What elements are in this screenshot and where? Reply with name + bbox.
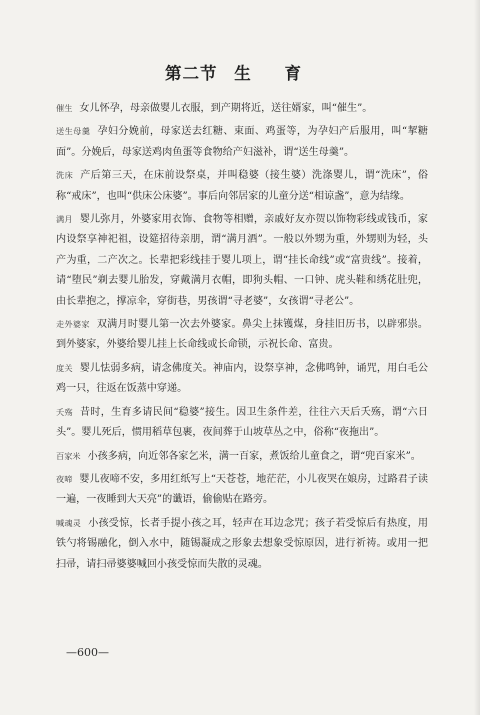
- entry-text: 双满月时婴儿第一次去外婆家。鼻尖上抹镬煤，身挂旧历书，以辟邪祟。到外婆家，外婆给婴儿挂上长命线或长命锁，示祝长命、富贵。: [56, 319, 428, 351]
- entry-song-sheng-mu-geng: [56, 121, 428, 163]
- page-edge-shadow: [474, 0, 480, 715]
- entry-text: 小孩受惊，长者手提小孩之耳，轻声在耳边念咒；孩子若受惊后有热度，用铁勺将锡融化，倒入水中，随锡凝成之形象去想象受惊原因，进行祈祷。或用一把扫帚，请扫帚婆婆喊回小孩受惊而失散的灵魂。: [56, 517, 428, 570]
- entry-term: 满月: [56, 214, 73, 225]
- entry-manyue: [56, 209, 428, 312]
- entry-text: 婴儿怯弱多病，请念佛度关。神庙内，设祭享神，念佛鸣钟，诵咒，用白毛公鸡一只，往返在饭蒸中穿递。: [56, 362, 428, 395]
- entry-text: 婴儿夜啼不安，多用红纸写上“天苍苍，地茫茫，小儿夜哭在娘房，过路君子读一遍，一夜睡到大天亮”的谶语，偷偷贴在路旁。: [56, 473, 428, 506]
- entry-text: 昔时，生育多请民间“稳婆”接生。因卫生条件差，往往六天后夭殇，谓“六日头”。婴儿死后，惯用稻草包裹，夜间葬于山坡草丛之中，俗称“夜拖出”。: [56, 406, 428, 439]
- entry-baijiami: [56, 446, 428, 467]
- entry-term: 送生母羹: [56, 126, 91, 137]
- entry-term: 度关: [56, 362, 73, 373]
- entry-term: 百家米: [56, 450, 81, 461]
- entry-term: 走外婆家: [56, 319, 90, 330]
- entry-duguan: [56, 358, 428, 400]
- entry-term: 洗床: [56, 170, 74, 181]
- section-title: [0, 60, 480, 84]
- entry-zou-waipo-jia: [56, 314, 428, 356]
- entry-text: 女儿怀孕，母亲做婴儿衣服，到产期将近，送往婿家，叫“催生”。: [79, 103, 373, 114]
- entry-text: 产后第三天，在床前设祭桌，并叫稳婆（接生婆）洗涤婴儿，谓“洗床”，俗称“戒床”，也叫“供床公床婆”。事后向邻居家的儿童分送“相谅盏”，意为结缘。: [56, 170, 428, 202]
- entry-text: 孕妇分娩前，母家送去红糖、束面、鸡蛋等，为孕妇产后服用，叫“挈糖面”。分娩后，母家送鸡肉鱼蛋等食物给产妇滋补，谓“送生母羹”。: [56, 126, 428, 158]
- entry-term: 催生: [56, 103, 73, 113]
- entry-term: 夜啼: [56, 473, 73, 484]
- page-number: —600—: [66, 646, 109, 659]
- entry-xichuang: [56, 165, 428, 207]
- entry-cuisheng: [56, 98, 428, 119]
- section-title-word: 生 育: [234, 64, 315, 83]
- entry-term: 喊魂灵: [56, 517, 82, 528]
- entry-text: 婴儿弥月，外婆家用衣饰、食物等相赠，亲戚好友亦贺以饰物彩线或钱币，家内设祭享神祀祖，设筵招待亲朋，谓“满月酒”。一般以外甥为重，外甥则为轻，头产为重，二产次之。长辈把彩线挂于婴儿项上，谓“挂长命线”或“富贵线”。接着，请“堕民”剃去婴儿胎发，穿戴满月衣帽，即狗头帽、一口钟、虎头鞋和绣花肚兜，由长辈抱之，撑凉伞，穿街巷，男孩谓“寻老婆”，女孩谓“寻老公”。: [56, 214, 428, 307]
- entry-yeti: [56, 469, 428, 511]
- entry-yaoshang: [56, 402, 428, 444]
- section-body: [56, 98, 428, 577]
- entry-text: 小孩多病，向近邻各家乞米，满一百家，煮饭给儿童食之，谓“兜百家米”。: [87, 450, 421, 462]
- entry-term: 夭殇: [56, 406, 73, 417]
- section-title-prefix: 第二节: [165, 64, 218, 83]
- entry-hanhunling: [56, 513, 428, 575]
